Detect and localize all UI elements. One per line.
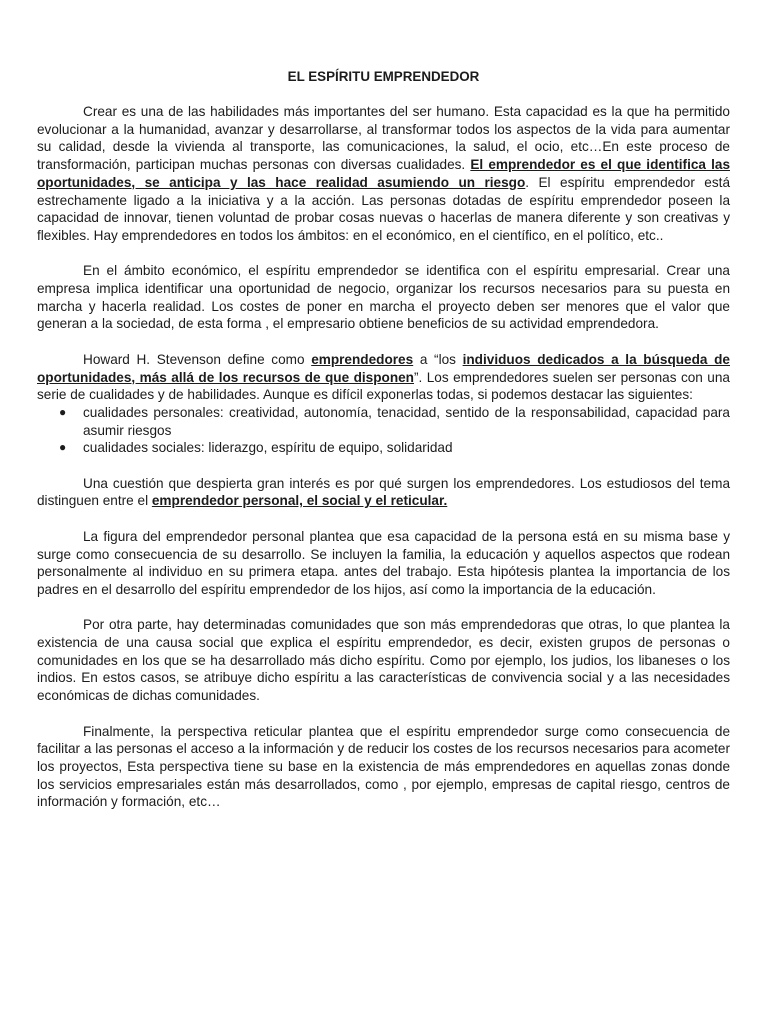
list-item-text: cualidades sociales: liderazgo, espíritu de equipo, solidaridad: [83, 440, 453, 456]
document-title: EL ESPÍRITU EMPRENDEDOR: [287, 69, 480, 84]
paragraph-3-text-a: Howard H. Stevenson define como: [83, 351, 312, 367]
paragraph-5: La figura del emprendedor personal plantea que esa capacidad de la persona está en su misma base y surge como consecuencia de su desarrollo. Se incluyen la familia, la educación y aquellos aspectos que rodean personalmente al individuo en su primera etapa. antes del trabajo. Esta hipótesis plantea la importancia de los padres en el desarrollo del espíritu emprendedor de los hijos, así como la importancia de la educación.: [37, 528, 730, 597]
paragraph-6: Por otra parte, hay determinadas comunidades que son más emprendedoras que otras, lo que plantea la existencia de una causa social que explica el espíritu emprendedor, es decir, existen grupos de personas o comunidades en los que se ha desarrollado más dicho espíritu. Como por ejemplo, los judios, los libaneses o los indios. En estos casos, se atribuye dicho espíritu a las características de convivencia social y a las necesidades económicas de dichas comunidades.: [37, 617, 730, 704]
paragraph-3-text-b: a “los: [413, 351, 463, 367]
paragraph-3-emphasis-a: emprendedores: [311, 351, 414, 367]
list-item: [59, 439, 730, 457]
paragraph-1-emphasis: El emprendedor es el que identifica las oportunidades, se anticipa y las hace realidad asumiendo un riesgo: [37, 157, 730, 190]
paragraph-1-text-a: Crear es una de las habilidades más importantes del ser humano. Esta capacidad es la que ha permitido evolucionar a la humanidad, avanzar y desarrollarse, al transformar todos los aspectos de la vida para aumentar su calidad, desde la vivienda al transporte, las comunicaciones, la salud, el ocio, etc…En este proceso de transformación, participan muchas personas con diversas cualidades.: [37, 104, 730, 173]
list-item-text: cualidades personales: creatividad, autonomía, tenacidad, sentido de la responsabilidad, capacidad para asumir riesgos: [83, 404, 730, 438]
paragraph-4-emphasis: emprendedor personal, el social y el reticular.: [151, 493, 448, 509]
qualities-list: [37, 404, 730, 457]
paragraph-4-text-a: Una cuestión que despierta gran interés es por qué surgen los emprendedores. Los estudiosos del tema distinguen entre el: [37, 475, 730, 509]
paragraph-4: [37, 475, 730, 510]
paragraph-3: [37, 351, 730, 404]
paragraph-3-text-c: ”. Los emprendedores suelen ser personas con una serie de cualidades y de habilidades. Aunque es difícil exponerlas todas, si podemos destacar las siguientes:: [37, 369, 730, 403]
bullet-icon: ●: [59, 440, 67, 455]
paragraph-3-emphasis-b: individuos dedicados a la búsqueda de oportunidades, más allá de los recursos de que disponen: [37, 351, 730, 385]
paragraph-1-text-b: . El espíritu emprendedor está estrechamente ligado a la iniciativa y a la acción. Las personas dotadas de espíritu emprendedor poseen la capacidad de innovar, tienen voluntad de probar cosas nuevas o hacerlas de manera diferente y son creativas y flexibles. Hay emprendedores en todos los ámbitos: en el económico, en el científico, en el político, etc..: [37, 174, 730, 243]
paragraph-2: En el ámbito económico, el espíritu emprendedor se identifica con el espíritu empresarial. Crear una empresa implica identificar una oportunidad de negocio, organizar los recursos necesarios para su puesta en marcha y hacerla realidad. Los costes de poner en marcha el proyecto deben ser menores que el valor que generan a la sociedad, de esta forma , el empresario obtiene beneficios de su actividad emprendedora.: [37, 263, 730, 332]
paragraph-1: [37, 103, 730, 245]
bullet-icon: ●: [59, 404, 67, 419]
list-item: [59, 404, 730, 439]
paragraph-7: Finalmente, la perspectiva reticular plantea que el espíritu emprendedor surge como consecuencia de facilitar a las personas el acceso a la información y de reducir los costes de los recursos necesarios para acometer los proyectos, Esta perspectiva tiene su base en la existencia de más emprendedores en aquellas zonas donde los servicios empresariales están más desarrollados, como , por ejemplo, empresas de capital riesgo, centros de información y formación, etc…: [37, 723, 730, 810]
